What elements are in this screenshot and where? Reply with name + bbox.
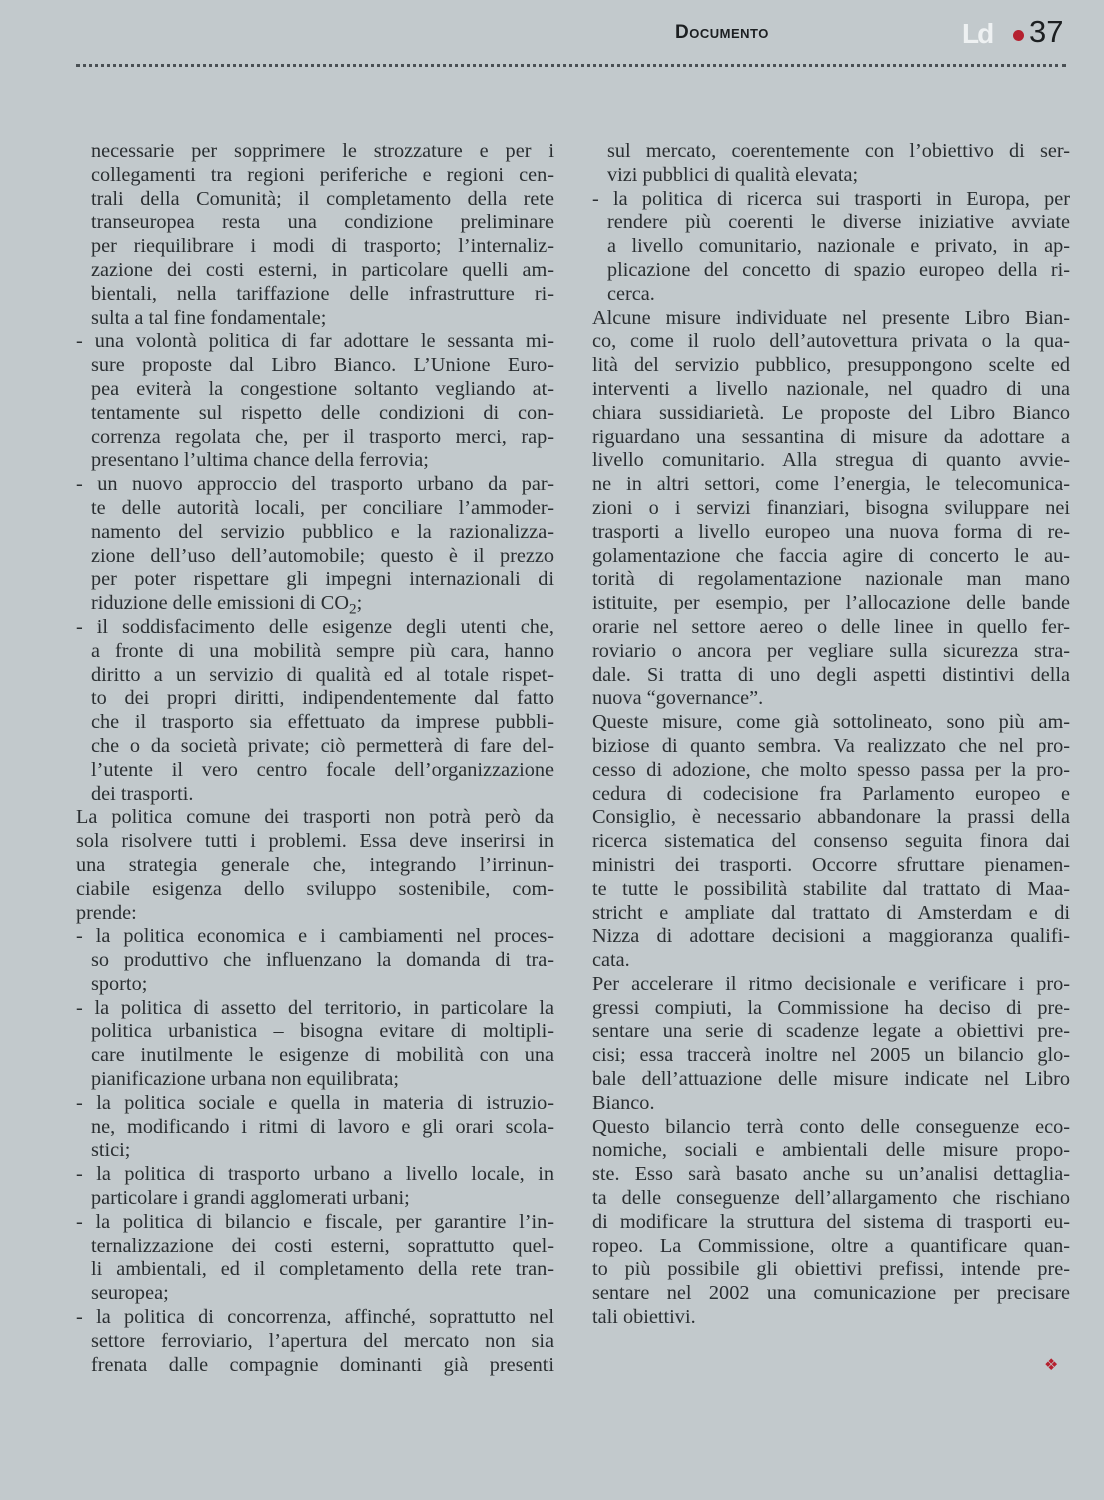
text-line: ministri dei trasporti. Occorre sfruttare pienamen- — [592, 853, 1070, 876]
text-line: chiara sussidiarietà. Le proposte del Libro Bianco — [592, 401, 1070, 424]
text-line: Bianco. — [592, 1091, 655, 1114]
text-line: cata. — [592, 949, 630, 972]
text-line: tali obiettivi. — [592, 1306, 696, 1329]
text-line: sentare una serie di scadenze legate a obiettivi pre- — [592, 1020, 1070, 1043]
text-line: Consiglio, è necessario abbandonare la prassi della — [592, 806, 1070, 829]
text-line: di modificare la struttura del sistema di trasporti eu- — [592, 1210, 1070, 1233]
text-line: to dei propri diritti, indipendentemente dal fatto — [91, 687, 554, 710]
text-line: per poter rispettare gli impegni internazionali di — [91, 568, 554, 591]
text-line: stricht e ampliate dal trattato di Amsterdam e di — [592, 901, 1070, 924]
text-line: - la politica di trasporto urbano a livello locale, in — [76, 1163, 554, 1186]
text-line: sure proposte dal Libro Bianco. L’Unione Euro- — [91, 354, 554, 377]
text-line: ta delle conseguenze dell’allargamento che rischiano — [592, 1187, 1070, 1210]
text-line: - la politica sociale e quella in materia di istruzio- — [76, 1091, 554, 1114]
text-line: trali della Comunità; il completamento della rete — [91, 187, 554, 210]
text-line: pea eviterà la congestione soltanto vegliando at- — [91, 377, 554, 400]
text-line: per riequilibrare i modi di trasporto; l’internaliz- — [91, 235, 554, 258]
text-line: dei trasporti. — [91, 782, 194, 805]
text-line: care inutilmente le esigenze di mobilità con una — [91, 1044, 554, 1067]
text-line: - un nuovo approccio del trasporto urbano da par- — [76, 473, 554, 496]
text-line: rendere più coerenti le diverse iniziative avviate — [607, 211, 1070, 234]
text-line: trasporti a livello europeo una nuova forma di re- — [592, 520, 1070, 543]
text-line: diritto a un servizio di qualità ed al totale rispet- — [91, 663, 554, 686]
text-line: - il soddisfacimento delle esigenze degli utenti che, — [76, 615, 554, 638]
text-line: Queste misure, come già sottolineato, sono più am- — [592, 711, 1070, 734]
text-line: orarie nel settore aereo o delle linee in quello fer- — [592, 615, 1070, 638]
text-line: Nizza di adottare decisioni a maggioranza qualifi- — [592, 925, 1070, 948]
text-line: a fronte di una mobilità sempre più cara, hanno — [91, 639, 554, 662]
text-line: presentano l’ultima chance della ferrovia; — [91, 449, 429, 472]
text-line: istituite, per esempio, per l’allocazione delle bande — [592, 592, 1070, 615]
text-line: vizi pubblici di qualità elevata; — [607, 163, 859, 186]
text-line: bale dell’attuazione delle misure indicate nel Libro — [592, 1068, 1070, 1091]
subscript: 2 — [348, 600, 357, 618]
text-line: gressi compiuti, la Commissione ha deciso di pre- — [592, 996, 1070, 1019]
text-line: seuropea; — [91, 1282, 169, 1305]
text-line: sentare nel 2002 una comunicazione per precisare — [592, 1282, 1070, 1305]
text-line: bientali, nella tariffazione delle infrastrutture ri- — [91, 282, 554, 305]
text-line: - la politica di bilancio e fiscale, per garantire l’in- — [76, 1210, 554, 1233]
text-line: golamentazione che faccia agire di concerto le au- — [592, 544, 1070, 567]
text-line: nomiche, sociali e ambientali delle misure propo- — [592, 1139, 1070, 1162]
magazine-logo: Ld — [962, 18, 993, 49]
text-line: ricerca sistematica del consenso seguita finora dai — [592, 830, 1070, 853]
text-line: collegamenti tra regioni periferiche e regioni cen- — [91, 163, 554, 186]
text-line: zazione dei costi esterni, in particolare quelli am- — [91, 258, 554, 281]
red-bullet-icon — [1013, 30, 1024, 41]
text-line: zione dell’uso dell’automobile; questo è il prezzo — [91, 544, 554, 567]
text-line: - una volontà politica di far adottare le sessanta mi- — [76, 330, 554, 353]
text-line: ciabile esigenza dello sviluppo sostenibile, com- — [76, 877, 554, 900]
text-line: a livello comunitario, nazionale e privato, in ap- — [607, 235, 1070, 258]
text-line: - la politica economica e i cambiamenti nel proces- — [76, 925, 554, 948]
text-line: to più possibile gli obiettivi prefissi, intende pre- — [592, 1258, 1070, 1281]
text-line: sola risolvere tutti i problemi. Essa deve inserirsi in — [76, 830, 554, 853]
text-line: cerca. — [607, 282, 655, 305]
text-line: l’utente il vero centro focale dell’organizzazione — [91, 758, 554, 781]
text-line: settore ferroviario, l’apertura del mercato non sia — [91, 1329, 554, 1352]
text-line: zioni o i servizi finanziari, bisogna sviluppare nei — [592, 496, 1070, 519]
text-line: namento del servizio pubblico e la razionalizza- — [91, 520, 554, 543]
section-title: Documento — [675, 22, 769, 43]
text-line: - la politica di ricerca sui trasporti in Europa, per — [592, 187, 1070, 210]
end-of-article-icon: ❖ — [1044, 1355, 1059, 1374]
text-line: frenata dalle compagnie dominanti già presenti — [91, 1353, 554, 1376]
text-line: cisi; essa traccerà inoltre nel 2005 un bilancio glo- — [592, 1044, 1070, 1067]
text-line: ternalizzazione dei costi esterni, soprattutto quel- — [91, 1234, 554, 1257]
text-line: - la politica di concorrenza, affinché, soprattutto nel — [76, 1306, 554, 1329]
text-line: li ambientali, ed il completamento della rete tran- — [91, 1258, 554, 1281]
text-line: stici; — [91, 1139, 131, 1162]
text-line: tentamente sul rispetto delle condizioni di con- — [91, 401, 554, 424]
text-line: particolare i grandi agglomerati urbani; — [91, 1187, 410, 1210]
text-line: co, come il ruolo dell’autovettura privata o la qua- — [592, 330, 1070, 353]
text-line: Per accelerare il ritmo decisionale e verificare i pro- — [592, 972, 1070, 995]
text-line: riguardano una sessantina di misure da adottare a — [592, 425, 1070, 448]
text-line: ne in altri settori, come l’energia, le telecomunica- — [592, 473, 1070, 496]
text-line: sporto; — [91, 972, 148, 995]
text-line: ne, modificando i ritmi di lavoro e gli orari scola- — [91, 1115, 554, 1138]
text-line: lità del servizio pubblico, presuppongono scelte ed — [592, 354, 1070, 377]
text-line: sul mercato, coerentemente con l’obiettivo di ser- — [607, 140, 1070, 162]
text-line: riduzione delle emissioni di $CO_2$; — [91, 592, 363, 618]
text-line: transeuropea resta una condizione preliminare — [91, 211, 554, 234]
text-line: torità di regolamentazione nazionale man mano — [592, 568, 1070, 591]
text-line: Alcune misure individuate nel presente Libro Bian- — [592, 306, 1070, 329]
text-line: ste. Esso sarà basato anche su un’analisi dettaglia- — [592, 1163, 1070, 1186]
text-line: pianificazione urbana non equilibrata; — [91, 1068, 400, 1091]
text-line: una strategia generale che, integrando l’irrinun- — [76, 853, 554, 876]
text-line: dale. Si tratta di uno degli aspetti distintivi della — [592, 663, 1070, 686]
text-line: - la politica di assetto del territorio, in particolare la — [76, 996, 554, 1019]
text-line: necessarie per sopprimere le strozzature e per i — [91, 140, 554, 162]
text-line: che o da società private; ciò permetterà di fare del- — [91, 734, 554, 757]
text-line: interventi a livello nazionale, nel quadro di una — [592, 377, 1070, 400]
text-line: La politica comune dei trasporti non potrà però da — [76, 806, 554, 829]
text-line: correnza regolata che, per il trasporto merci, rap- — [91, 425, 554, 448]
text-column-left — [76, 140, 554, 1377]
text-line: biziose di quanto sembra. Va realizzato che nel pro- — [592, 734, 1070, 757]
text-line: livello comunitario. Alla stregua di quanto avvie- — [592, 449, 1070, 472]
header-divider — [76, 64, 1066, 67]
text-column-right — [592, 140, 1070, 1330]
text-line: te delle autorità locali, per conciliare l’ammoder- — [91, 496, 554, 519]
text-line: nuova “governance”. — [592, 687, 764, 710]
text-line: roviario o ancora per vegliare sulla sicurezza stra- — [592, 639, 1070, 662]
text-line: che il trasporto sia effettuato da imprese pubbli- — [91, 711, 554, 734]
text-line: Questo bilancio terrà conto delle conseguenze eco- — [592, 1115, 1070, 1138]
page-number: 37 — [1029, 14, 1064, 49]
text-line: ropeo. La Commissione, oltre a quantificare quan- — [592, 1234, 1070, 1257]
text-line: cesso di adozione, che molto spesso passa per la pro- — [592, 758, 1070, 781]
text-line: cedura di codecisione fra Parlamento europeo e — [592, 782, 1070, 805]
text-line: prende: — [76, 901, 137, 924]
text-line: politica urbanistica – bisogna evitare di moltipli- — [91, 1020, 554, 1043]
text-line: so produttivo che influenzano la domanda di tra- — [91, 949, 554, 972]
text-line: plicazione del concetto di spazio europeo della ri- — [607, 258, 1070, 281]
text-line: sulta a tal fine fondamentale; — [91, 306, 327, 329]
text-line: te tutte le possibilità stabilite dal trattato di Maa- — [592, 877, 1070, 900]
